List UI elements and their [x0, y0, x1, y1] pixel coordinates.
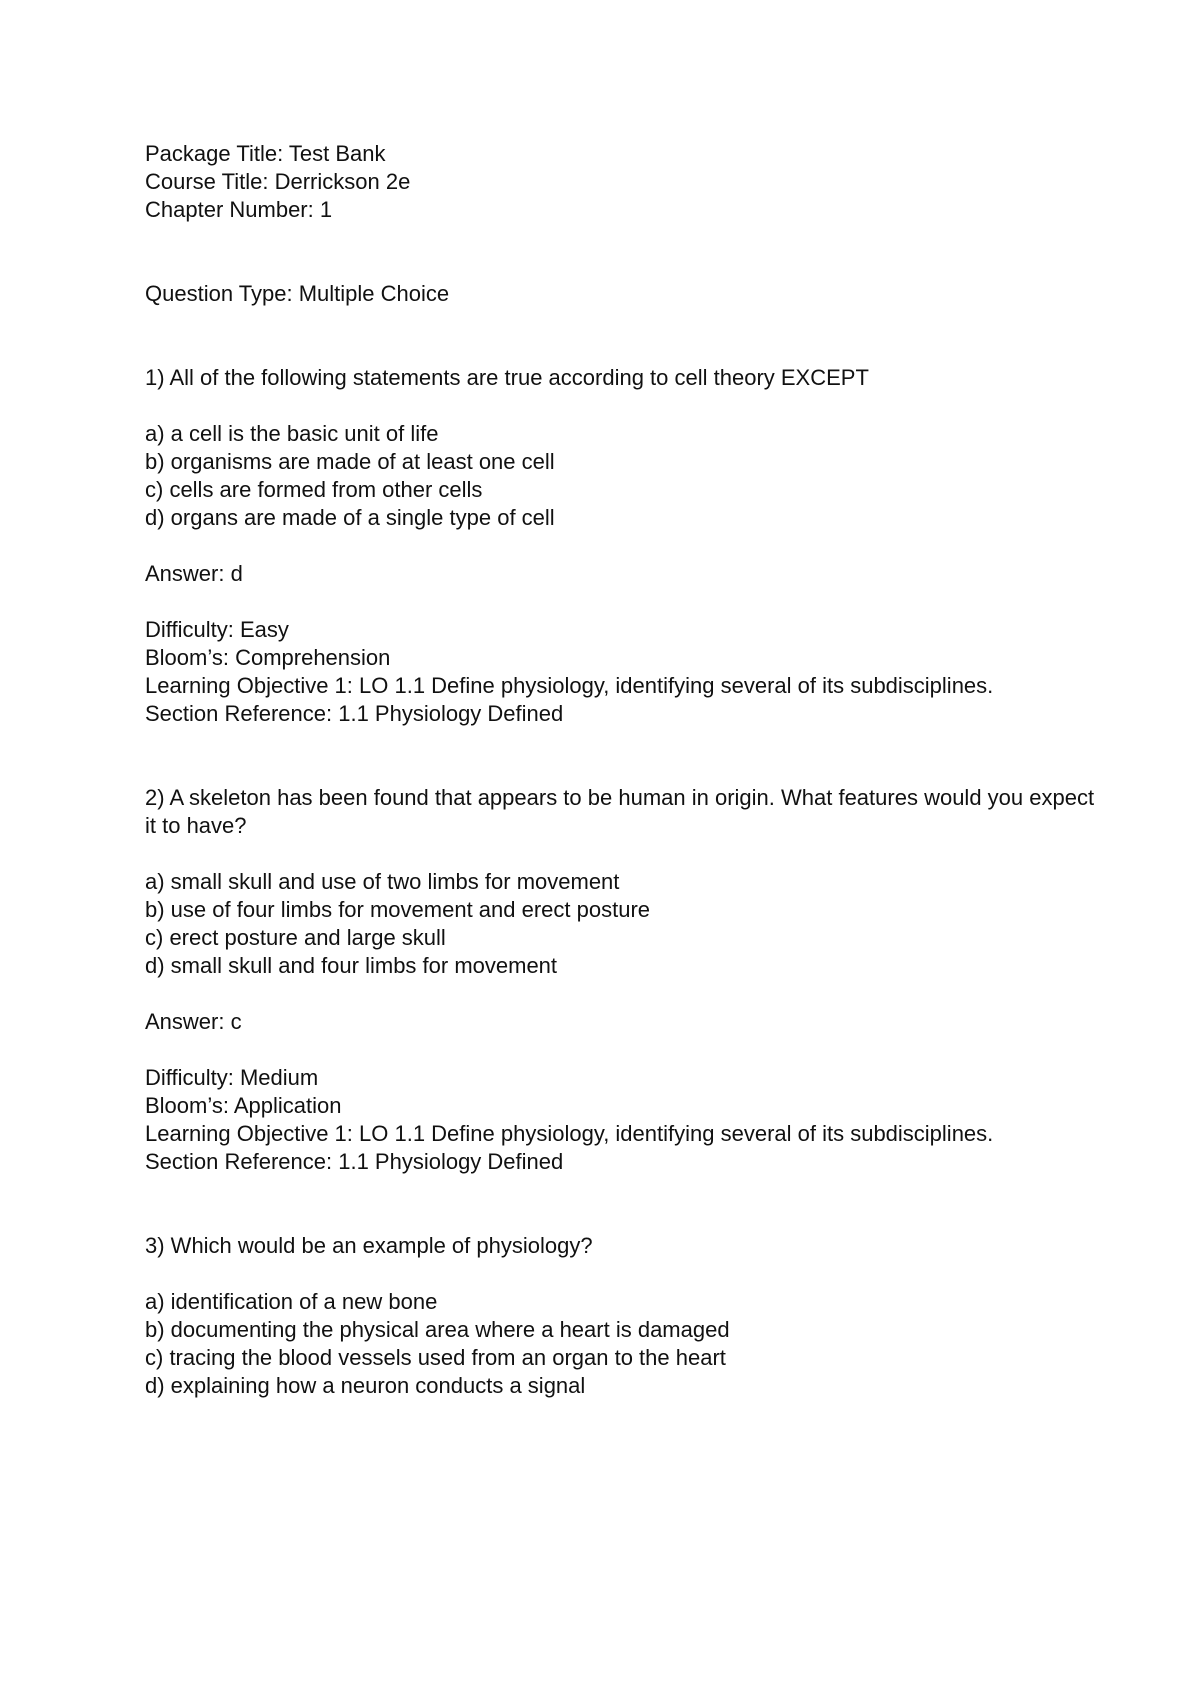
difficulty: Difficulty: Easy	[145, 617, 289, 642]
learning-objective: Learning Objective 1: LO 1.1 Define physiology, identifying several of its subdisciplines.	[145, 673, 994, 698]
option-b: b) use of four limbs for movement and erect posture	[145, 897, 651, 922]
chapter-number: Chapter Number: 1	[145, 197, 333, 222]
option-a: a) identification of a new bone	[145, 1289, 438, 1314]
question-2	[145, 784, 1105, 1176]
option-c: c) cells are formed from other cells	[145, 477, 483, 502]
option-b: b) organisms are made of at least one cell	[145, 449, 555, 474]
option-a: a) small skull and use of two limbs for movement	[145, 869, 620, 894]
blooms-level: Bloom’s: Comprehension	[145, 645, 391, 670]
section-reference: Section Reference: 1.1 Physiology Defined	[145, 701, 564, 726]
blooms-level: Bloom’s: Application	[145, 1093, 342, 1118]
header-block	[145, 140, 1105, 224]
difficulty: Difficulty: Medium	[145, 1065, 319, 1090]
option-a: a) a cell is the basic unit of life	[145, 421, 439, 446]
option-c: c) tracing the blood vessels used from an organ to the heart	[145, 1345, 726, 1370]
question-prompt: 2) A skeleton has been found that appears to be human in origin. What features would you expect it to have?	[145, 785, 1095, 838]
option-c: c) erect posture and large skull	[145, 925, 446, 950]
learning-objective: Learning Objective 1: LO 1.1 Define physiology, identifying several of its subdisciplines.	[145, 1121, 994, 1146]
document-page	[145, 140, 1105, 1400]
answer: Answer: c	[145, 1009, 242, 1034]
question-3	[145, 1232, 1105, 1400]
question-prompt: 1) All of the following statements are true according to cell theory EXCEPT	[145, 365, 869, 390]
question-type: Question Type: Multiple Choice	[145, 281, 450, 306]
course-title: Course Title: Derrickson 2e	[145, 169, 411, 194]
answer: Answer: d	[145, 561, 243, 586]
question-1	[145, 364, 1105, 728]
option-d: d) organs are made of a single type of cell	[145, 505, 555, 530]
option-d: d) explaining how a neuron conducts a signal	[145, 1373, 586, 1398]
question-prompt: 3) Which would be an example of physiology?	[145, 1233, 593, 1258]
section-reference: Section Reference: 1.1 Physiology Defined	[145, 1149, 564, 1174]
package-title: Package Title: Test Bank	[145, 141, 386, 166]
option-d: d) small skull and four limbs for movement	[145, 953, 558, 978]
option-b: b) documenting the physical area where a heart is damaged	[145, 1317, 730, 1342]
